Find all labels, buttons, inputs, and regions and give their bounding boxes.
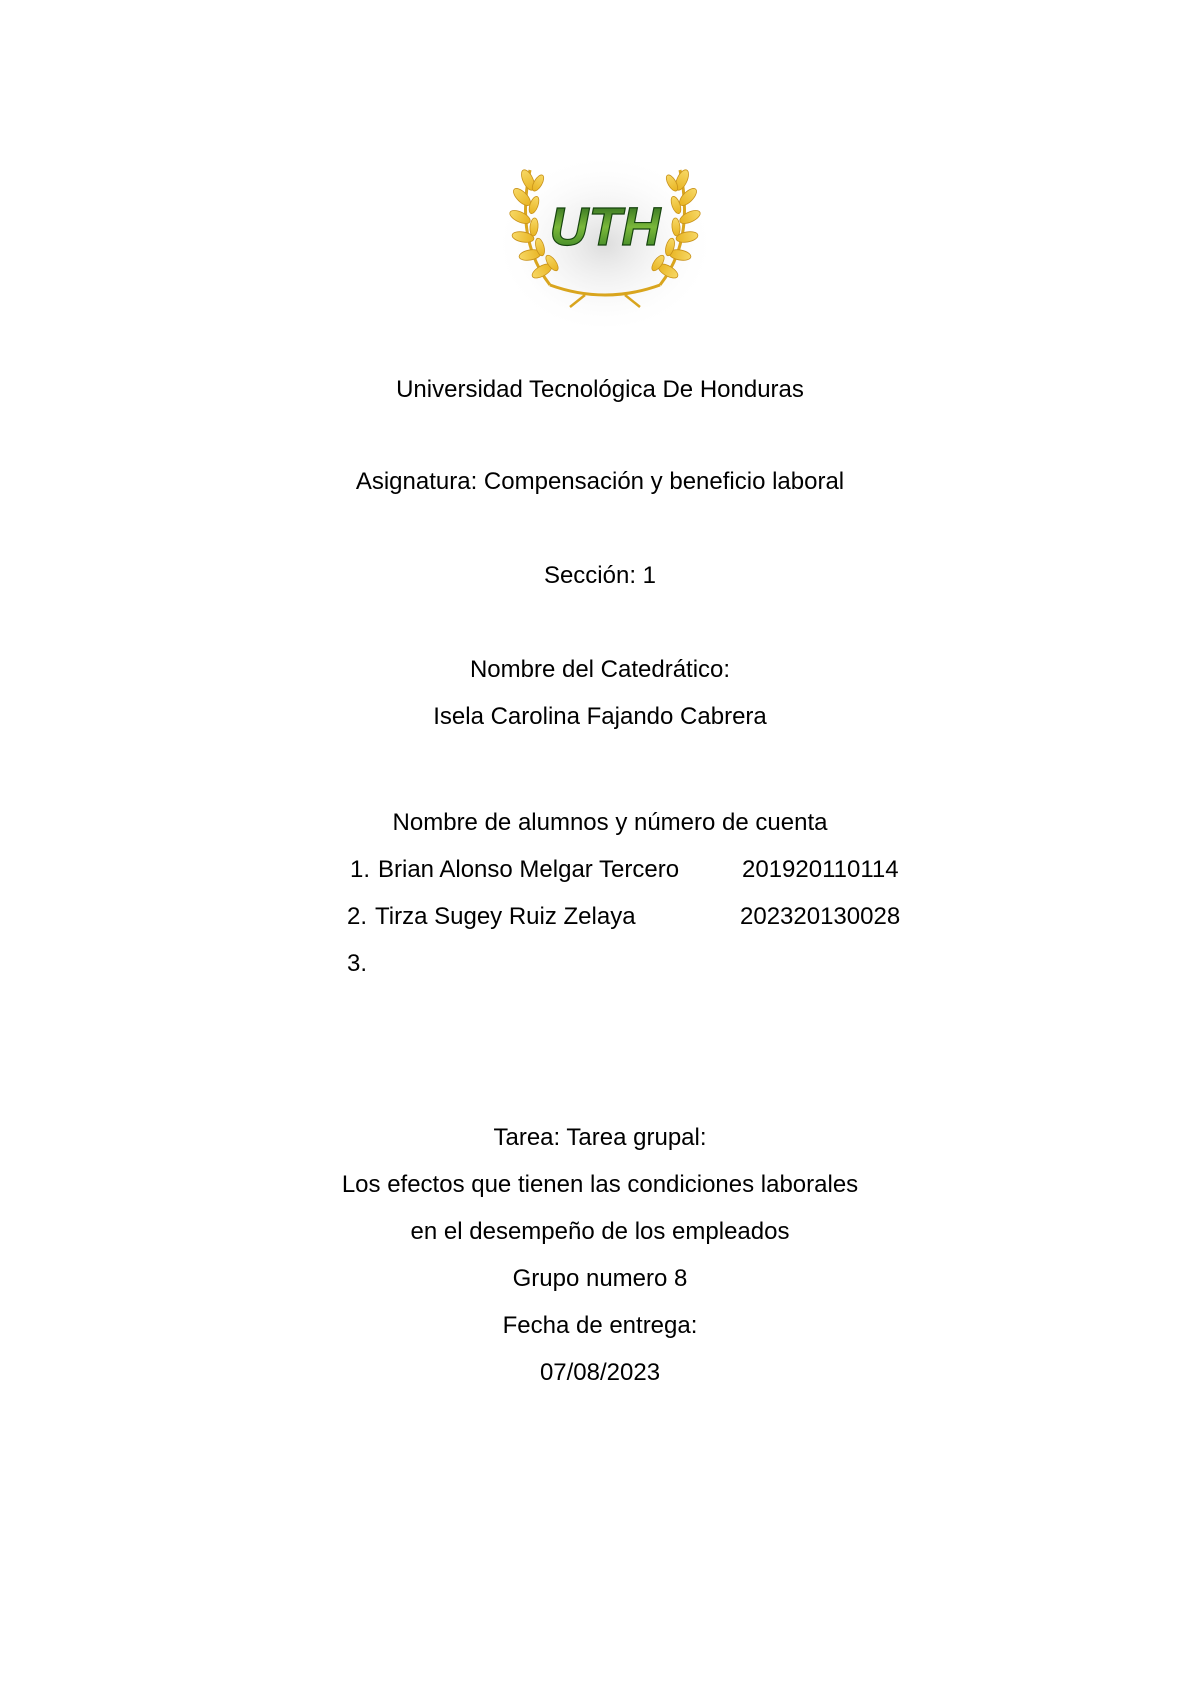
section-line: Sección: 1 (543, 562, 657, 589)
due-date: 07/08/2023 (539, 1359, 661, 1386)
due-date-label: Fecha de entrega: (502, 1312, 698, 1339)
student-name: Tirza Sugey Ruiz Zelaya (375, 903, 636, 930)
task-label: Tarea: Tarea grupal: (493, 1124, 707, 1151)
professor-name: Isela Carolina Fajando Cabrera (433, 703, 767, 730)
student-account: 202320130028 (740, 903, 901, 930)
laurel-wreath-icon (490, 135, 720, 335)
professor-label: Nombre del Catedrático: (469, 656, 731, 683)
logo-text: UTH (549, 197, 661, 257)
student-account: 201920110114 (742, 856, 899, 883)
student-number: 2. (347, 903, 368, 930)
list-item (0, 855, 1200, 885)
task-title-line-1: Los efectos que tienen las condiciones laborales (341, 1171, 859, 1198)
students-heading: Nombre de alumnos y número de cuenta (392, 809, 828, 836)
group-number: Grupo numero 8 (512, 1265, 688, 1292)
student-number: 3. (347, 950, 368, 977)
list-item (0, 949, 1200, 979)
list-item (0, 902, 1200, 932)
student-name: Brian Alonso Melgar Tercero (378, 856, 680, 883)
subject-line: Asignatura: Compensación y beneficio laboral (355, 468, 845, 495)
task-title-line-2: en el desempeño de los empleados (410, 1218, 790, 1245)
student-number: 1. (350, 856, 371, 883)
university-name: Universidad Tecnológica De Honduras (396, 376, 804, 403)
uth-logo (490, 135, 720, 335)
